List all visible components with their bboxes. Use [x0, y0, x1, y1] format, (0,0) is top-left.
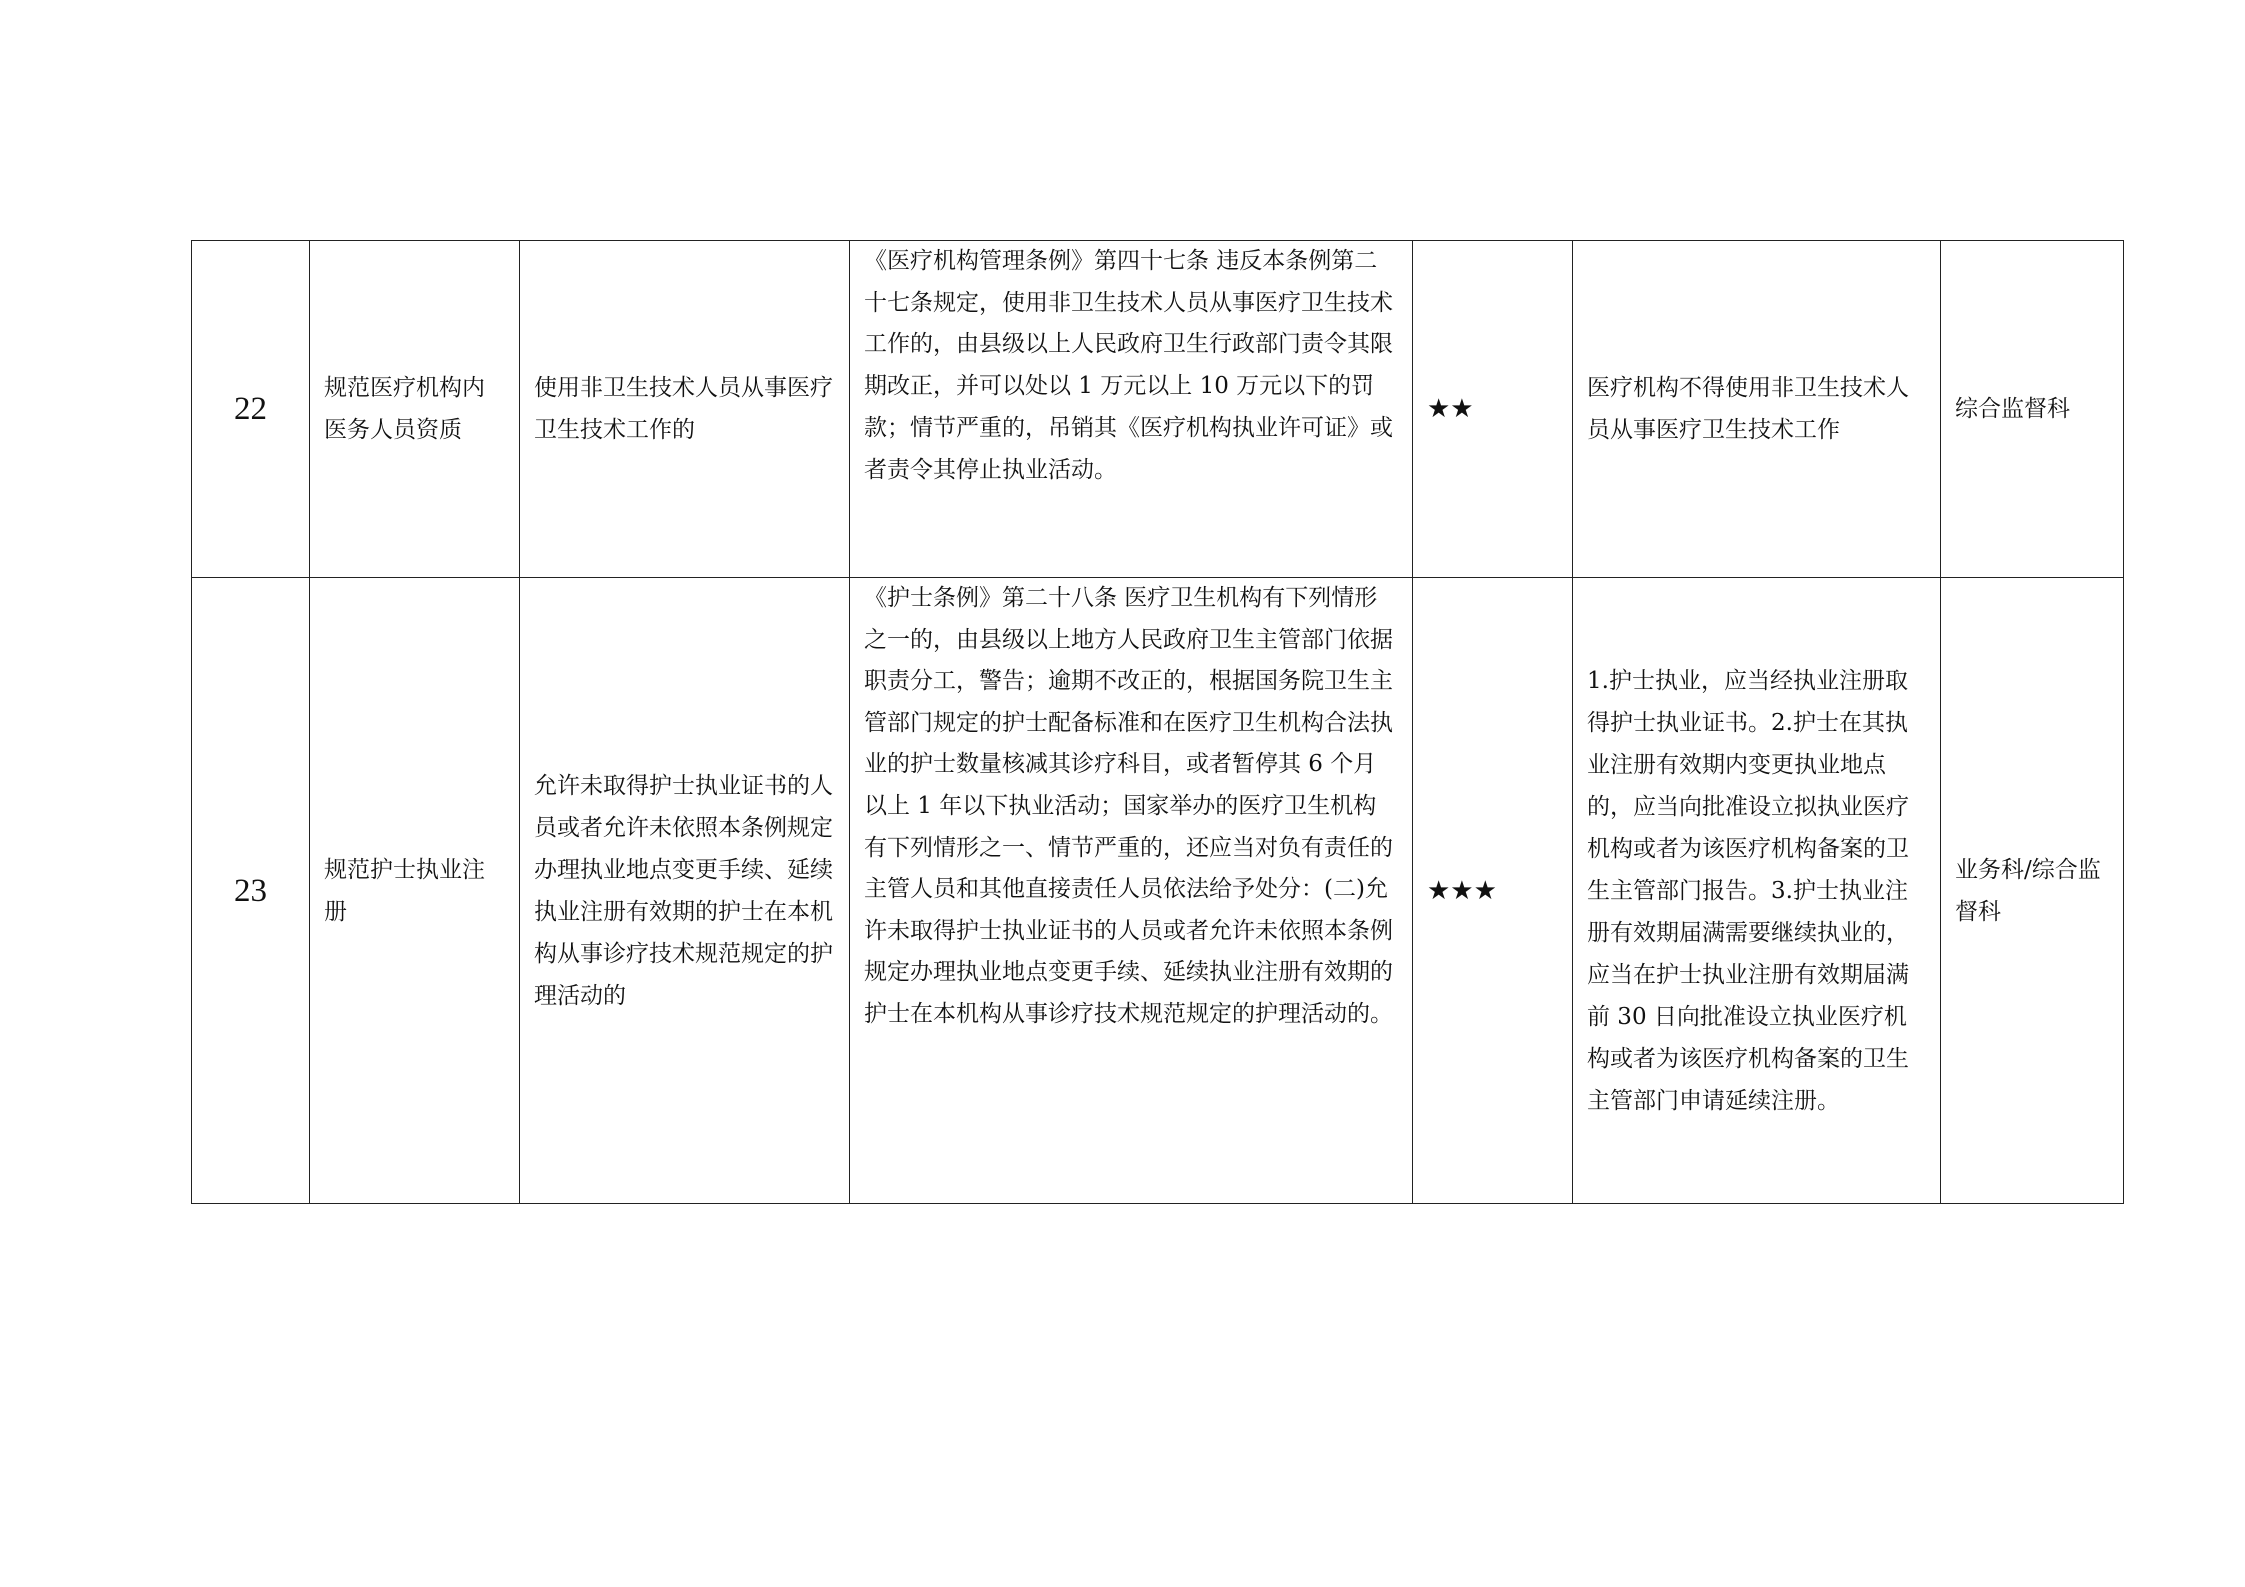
table-row — [192, 241, 2124, 578]
legal-basis-cell: 《医疗机构管理条例》第四十七条 违反本条例第二十七条规定，使用非卫生技术人员从事医疗卫生技术工作的，由县级以上人民政府卫生行政部门责令其限期改正，并可以处以 1 万元以上 10 万元以下的罚款；情节严重的，吊销其《医疗机构执业许可证》或者责令其停止执业活动。 — [850, 241, 1413, 578]
violation-cell: 使用非卫生技术人员从事医疗卫生技术工作的 — [520, 241, 850, 578]
risk-level-cell: ★★ — [1413, 241, 1573, 578]
requirement-cell: 1.护士执业，应当经执业注册取得护士执业证书。2.护士在其执业注册有效期内变更执业地点的，应当向批准设立拟执业医疗机构或者为该医疗机构备案的卫生主管部门报告。3.护士执业注册有效期届满需要继续执业的，应当在护士执业注册有效期届满前 30 日向批准设立执业医疗机构或者为该医疗机构备案的卫生主管部门申请延续注册。 — [1573, 578, 1941, 1204]
department-cell: 综合监督科 — [1941, 241, 2124, 578]
department-cell: 业务科/综合监督科 — [1941, 578, 2124, 1204]
violation-cell: 允许未取得护士执业证书的人员或者允许未依照本条例规定办理执业地点变更手续、延续执业注册有效期的护士在本机构从事诊疗技术规范规定的护理活动的 — [520, 578, 850, 1204]
row-number: 23 — [192, 578, 310, 1204]
item-cell: 规范护士执业注册 — [310, 578, 520, 1204]
item-cell: 规范医疗机构内医务人员资质 — [310, 241, 520, 578]
risk-level-cell: ★★★ — [1413, 578, 1573, 1204]
row-number: 22 — [192, 241, 310, 578]
legal-basis-cell: 《护士条例》第二十八条 医疗卫生机构有下列情形之一的，由县级以上地方人民政府卫生主管部门依据职责分工，警告；逾期不改正的，根据国务院卫生主管部门规定的护士配备标准和在医疗卫生机构合法执业的护士数量核减其诊疗科目，或者暂停其 6 个月以上 1 年以下执业活动；国家举办的医疗卫生机构有下列情形之一、情节严重的，还应当对负有责任的主管人员和其他直接责任人员依法给予处分：(二)允许未取得护士执业证书的人员或者允许未依照本条例规定办理执业地点变更手续、延续执业注册有效期的护士在本机构从事诊疗技术规范规定的护理活动的。 — [850, 578, 1413, 1204]
requirement-cell: 医疗机构不得使用非卫生技术人员从事医疗卫生技术工作 — [1573, 241, 1941, 578]
regulation-table — [191, 240, 2124, 1204]
table-row — [192, 578, 2124, 1204]
